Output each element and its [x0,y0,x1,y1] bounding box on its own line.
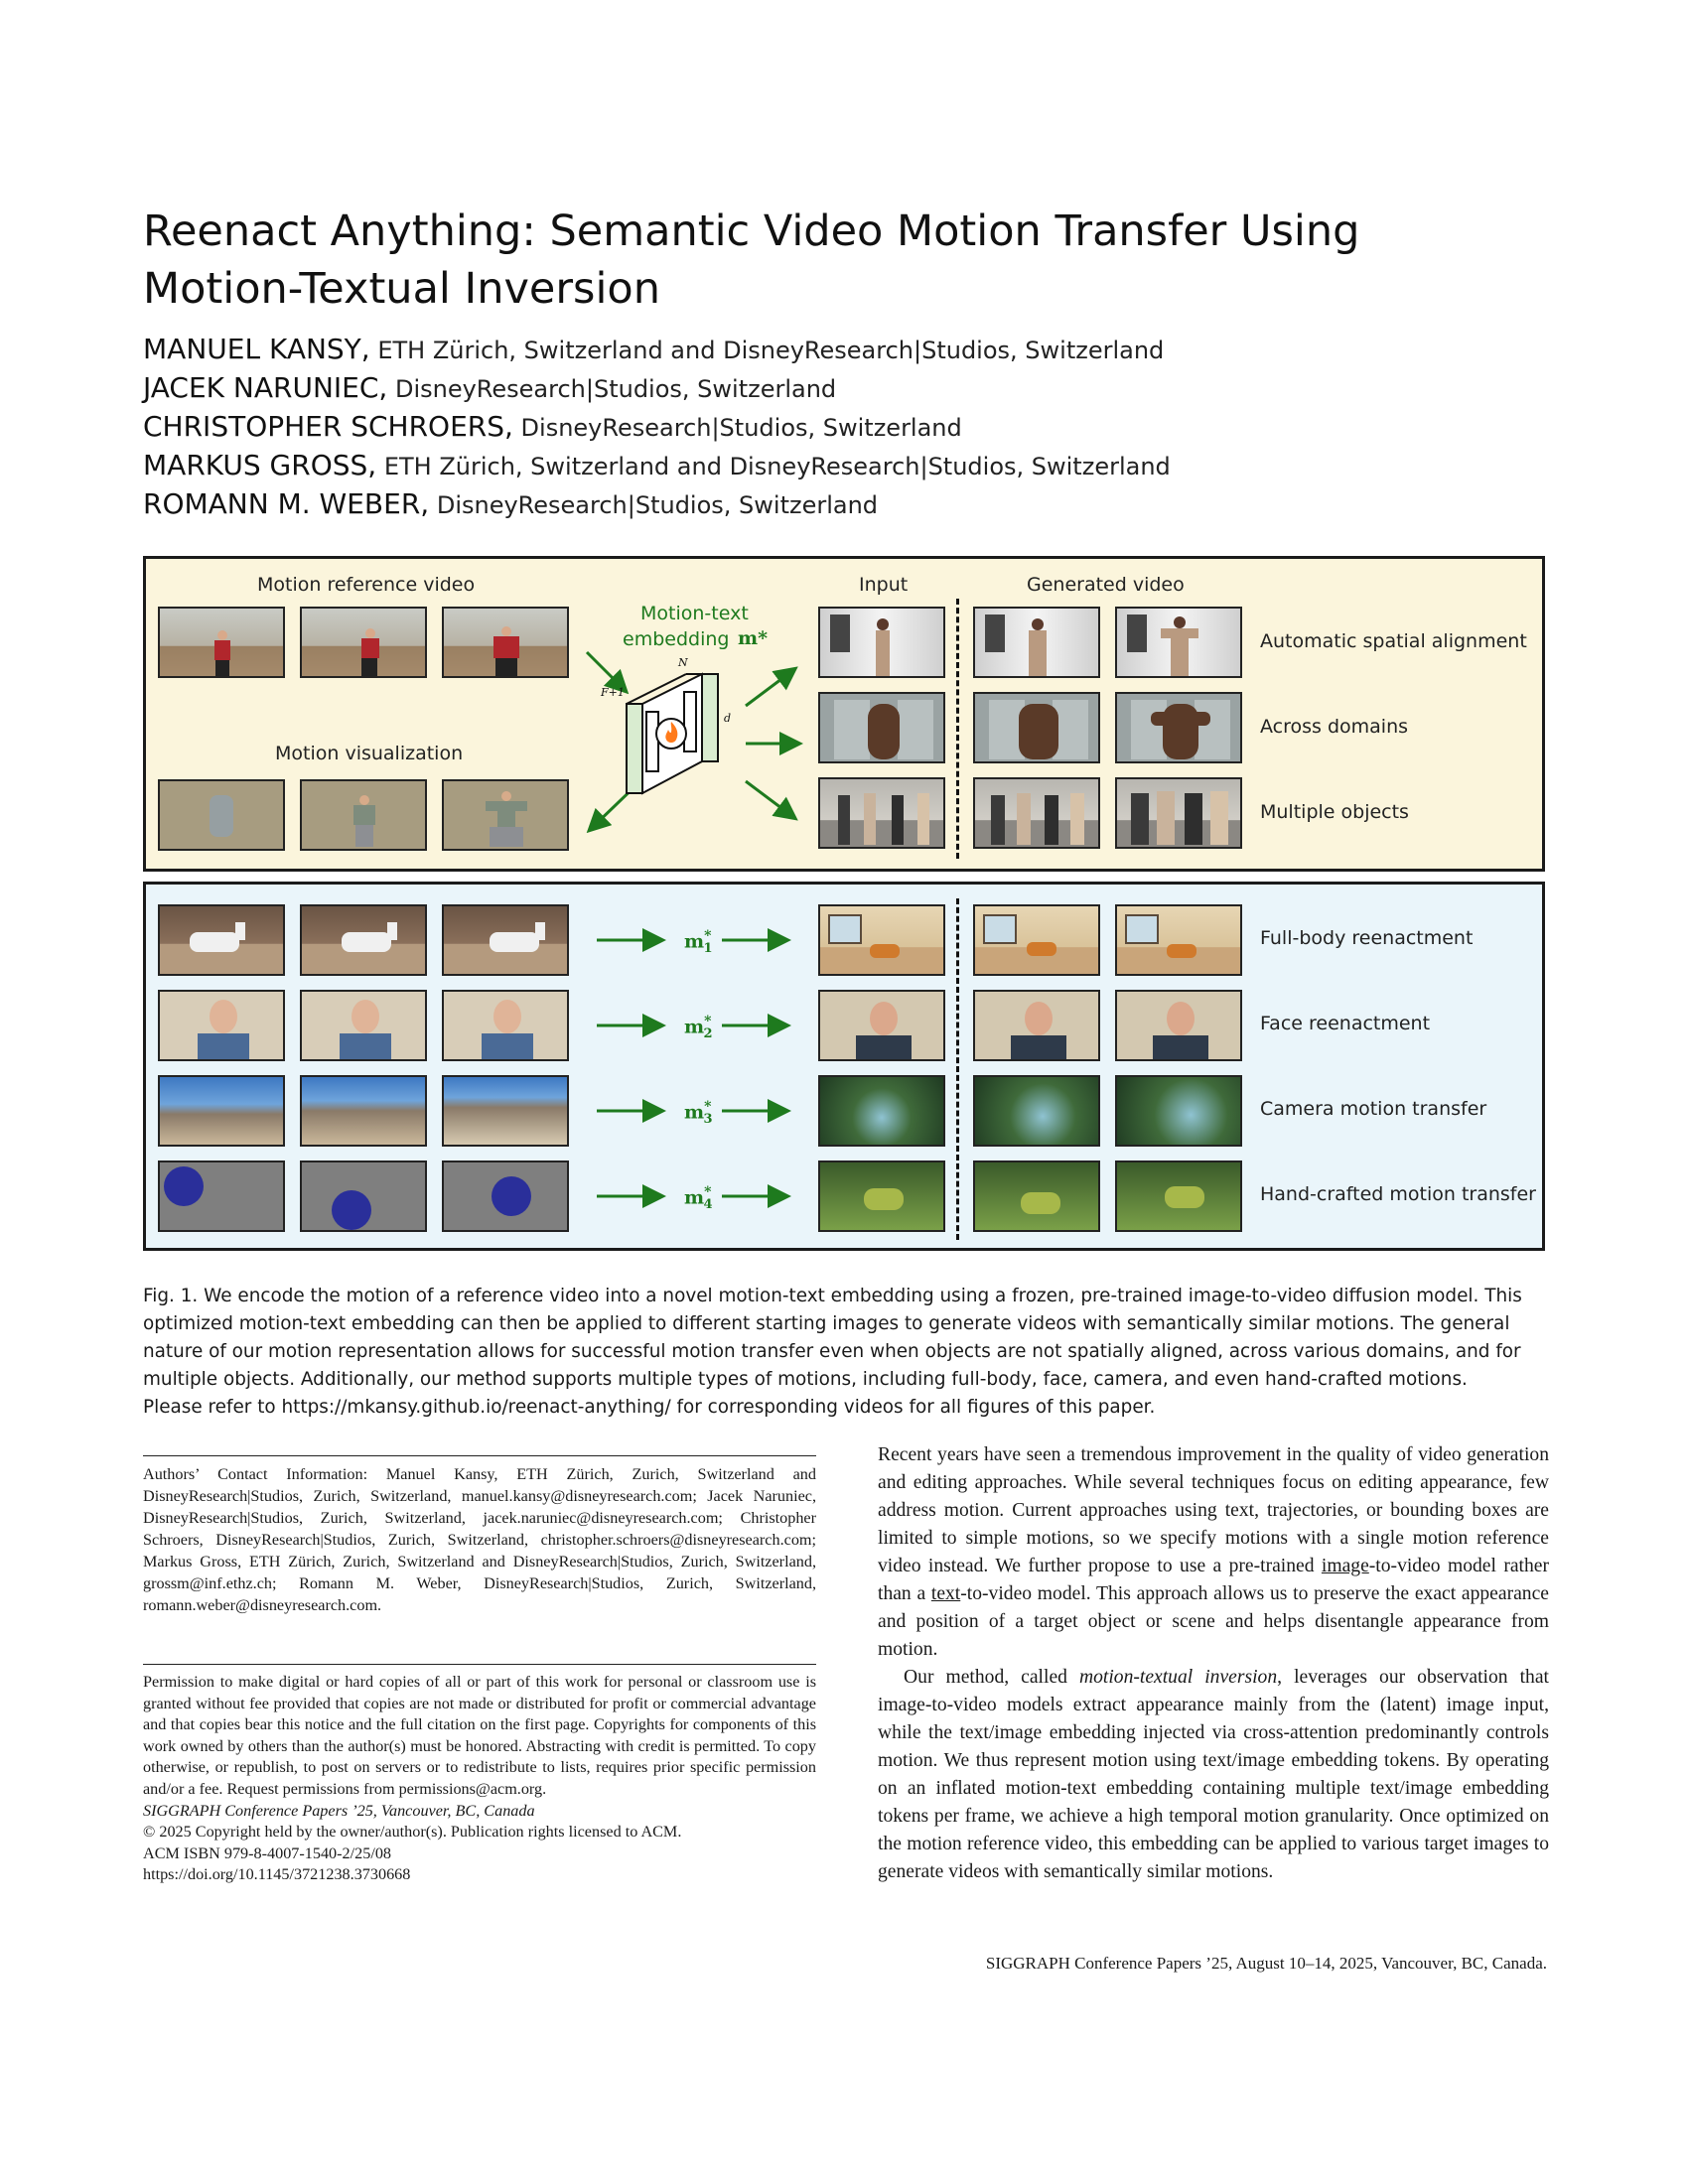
arrow-out-top [746,670,793,706]
input-frame [818,904,945,976]
reference-frame [300,990,427,1061]
input-frame [818,777,945,849]
author-line [143,446,1434,484]
generated-frame [973,692,1100,763]
reference-frame [442,990,569,1061]
row-label-hand-crafted: Hand-crafted motion transfer [1260,1183,1536,1205]
generated-frame [973,1160,1100,1232]
permission-rule [143,1664,816,1665]
caption-text: Fig. 1. We encode the motion of a reference video into a novel motion-text embedding using a frozen, pre-trained image-to-video diffusion model. This optimized motion-text embedding can then be applied to different starting images to generate videos with semantically similar motions. The general nature of our motion representation allows for successful motion transfer even when objects are not spatially aligned, across various domains, and for multiple objects. Additionally, our method supports multiple types of motions, including full-body, face, camera, and even hand-crafted motions. [143,1286,1522,1390]
row-label-alignment: Automatic spatial alignment [1260,630,1527,652]
embedding-slice [684,692,696,751]
embedding-back-face [702,674,718,761]
title-line-1: Reenact Anything: Semantic Video Motion Transfer Using [143,206,1360,256]
paragraph-2: Our method, called motion-textual inversion, leverages our observation that image-to-video models extract appearance mainly from the (latent) image input, while the text/image embedding injected via cross-attention predominantly controls motion. We thus represent motion using text/image embedding tokens. By operating on an inflated motion-text embedding containing multiple text/image embedding tokens per frame, we achieve a high temporal motion granularity. Once optimized on the motion reference video, this embedding can be applied to various target images to generate videos with semantically similar motions. [878,1667,1549,1882]
paragraph-1: Recent years have seen a tremendous improvement in the quality of video generation and editing approaches. While several techniques focus on editing appearance, few address motion. Current approaches using text, trajectories, or bounding boxes are limited to simple motions, so we specify motions with a single motion reference video instead. We further propose to use a pre-trained image-to-video model rather than a text-to-video model. This approach allows us to preserve the exact appearance and position of a target object or scene and helps disentangle appearance from motion. [878,1444,1550,1660]
reference-frame [158,1075,285,1147]
generated-frame [1115,777,1242,849]
arrow-in [587,652,625,690]
reference-frame [300,904,427,976]
author-affiliation: DisneyResearch|Studios, Switzerland [387,375,837,403]
author-line [143,330,1434,368]
generated-frame [1115,904,1242,976]
permission-notice [143,1672,816,1886]
embedding-label: embedding [623,628,730,650]
input-frame [818,1075,945,1147]
venue-line: SIGGRAPH Conference Papers ’25, Vancouver, BC, Canada [143,1801,535,1820]
motion-text-label: Motion-text [640,603,749,624]
reference-frame [442,1075,569,1147]
author-affiliation: DisneyResearch|Studios, Switzerland [512,414,962,442]
figure-caption [143,1283,1549,1422]
author-name: MARKUS GROSS, [143,449,377,481]
ball-shape [164,1166,204,1206]
author-affiliation: ETH Zürich, Switzerland and DisneyResearch|Studios, Switzerland [369,337,1165,364]
paper-title [143,203,1434,318]
author-contact-info: Authors’ Contact Information: Manuel Kansy, ETH Zürich, Zurich, Switzerland and DisneyResearch|Studios, Zurich, Switzerland, manuel.kansy@disneyresearch.com; Jacek Naruniec, DisneyResearch|Studios, Zurich, Switzerland, jacek.naruniec@disneyresearch.com; Christopher Schroers, DisneyResearch|Studios, Zurich, Switzerland, christopher.schroers@disneyresearch.com; Markus Gross, ETH Zürich, Zurich, Switzerland and DisneyResearch|Studios, Zurich, Switzerland, grossm@inf.ethz.ch; Romann M. Weber, DisneyResearch|Studios, Zurich, Switzerland, romann.weber@disneyresearch.com. [143,1465,816,1614]
underlined-image: image [1321,1556,1369,1576]
copyright-line: © 2025 Copyright held by the owner/author(s). Publication rights licensed to ACM. [143,1823,682,1842]
body-text [878,1441,1549,1886]
motion-visualization-label: Motion visualization [275,743,464,764]
generated-frame [1115,692,1242,763]
page-footer: SIGGRAPH Conference Papers ’25, August 10–14, 2025, Vancouver, BC, Canada. [985,1954,1547,1973]
generated-frame [1115,607,1242,678]
arrow-out-bottom [746,781,793,817]
reference-frame [158,904,285,976]
doi-line: https://doi.org/10.1145/3721238.3730668 [143,1865,411,1884]
contact-rule [143,1455,816,1456]
motion-reference-label: Motion reference video [257,574,476,596]
reference-frame [442,904,569,976]
visualization-frame [442,779,569,851]
permission-text: Permission to make digital or hard copies of all or part of this work for personal or classroom use is granted without fee provided that copies are not made or distributed for profit or commercial advantage and that copies bear this notice and the full citation on the first page. Copyrights for components of this work owned by others than the author(s) must be honored. Abstracting with credit is permitted. To copy otherwise, or republish, to post on servers or to redistribute to lists, requires prior specific permission and/or a fee. Request permissions from permissions@acm.org. [143,1673,816,1798]
author-name: JACEK NARUNIEC, [143,371,388,404]
figure-panel-bottom [143,882,1545,1251]
reference-frame [300,1075,427,1147]
title-line-2: Motion-Textual Inversion [143,264,660,314]
generated-frame [1115,1160,1242,1232]
author-line [143,368,1434,407]
reference-frame [158,1160,285,1232]
embedding-m3: $m^*_3$ [684,1099,713,1128]
reference-frame [442,607,569,678]
generated-frame [973,777,1100,849]
author-line [143,407,1434,446]
row-label-camera: Camera motion transfer [1260,1098,1487,1120]
embedding-front-face [627,704,642,793]
figure-panel-top [143,556,1545,872]
caption-link-line: Please refer to https://mkansy.github.io/reenact-anything/ for corresponding videos for all figures of this paper. [143,1397,1156,1418]
input-frame [818,607,945,678]
dim-n: N [678,656,688,669]
author-affiliation: DisneyResearch|Studios, Switzerland [429,491,879,519]
generated-frame [1115,990,1242,1061]
underlined-text: text [930,1583,961,1604]
ball-shape [492,1176,531,1216]
generated-video-label: Generated video [1027,574,1185,596]
embedding-m1: $m^*_1$ [684,928,713,957]
isbn-line: ACM ISBN 979-8-4007-1540-2/25/08 [143,1843,392,1862]
embedding-m4: $m^*_4$ [684,1184,713,1213]
row-label-face: Face reenactment [1260,1013,1431,1034]
reference-frame [300,1160,427,1232]
input-generated-separator [956,599,959,859]
reference-frame [158,990,285,1061]
ball-shape [332,1190,371,1230]
author-list [143,330,1434,523]
embedding-symbol: m* [738,627,769,649]
input-generated-separator [956,898,959,1240]
input-frame [818,1160,945,1232]
method-name: motion-textual inversion [1078,1667,1278,1688]
input-frame [818,692,945,763]
author-name: MANUEL KANSY, [143,333,370,365]
author-affiliation: ETH Zürich, Switzerland and DisneyResearch|Studios, Switzerland [376,453,1171,480]
generated-frame [973,904,1100,976]
reference-frame [158,607,285,678]
generated-frame [973,990,1100,1061]
generated-frame [1115,1075,1242,1147]
generated-frame [973,607,1100,678]
dim-d: d [724,712,732,725]
embedding-slice [646,712,658,771]
generated-frame [973,1075,1100,1147]
row-label-full-body: Full-body reenactment [1260,927,1474,949]
row-label-multiple: Multiple objects [1260,801,1409,823]
author-name: CHRISTOPHER SCHROERS, [143,410,513,443]
author-line [143,484,1434,523]
row-label-domains: Across domains [1260,716,1409,738]
reference-frame [300,607,427,678]
embedding-diagram [583,648,811,857]
embedding-m2: $m^*_2$ [684,1014,713,1042]
visualization-frame [158,779,285,851]
author-name: ROMANN M. WEBER, [143,487,430,520]
reference-frame [442,1160,569,1232]
dim-f: F+1 [601,686,625,699]
input-label: Input [859,574,909,596]
visualization-frame [300,779,427,851]
input-frame [818,990,945,1061]
